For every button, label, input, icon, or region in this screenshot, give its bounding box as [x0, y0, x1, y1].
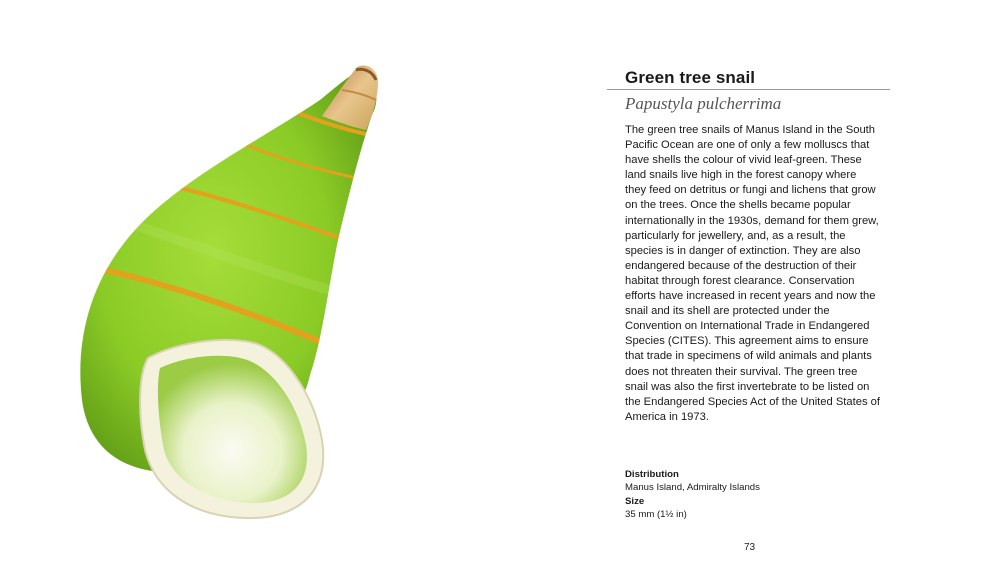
- species-description: The green tree snails of Manus Island in the South Pacific Ocean are one of only a few molluscs that have shells the colour of vivid leaf-green. These land snails live high in the forest canopy where they feed on detritus or fungi and lichens that grow on the trees. Once the shells became popular internationally in the 1930s, demand for them grew, particularly for jewellery, and, as a result, the species is in danger of extinction. They are also endangered because of the destruction of their habitat through forest clearance. Conservation efforts have increased in recent years and now the snail and its shell are protected under the Convention on International Trade in Endangered Species (CITES). This agreement aims to ensure that trade in specimens of wild animals and plants does not threaten their survival. The green tree snail was also the first invertebrate to be listed on the Endangered Species Act of the United States of America in 1973.: [625, 124, 880, 423]
- distribution-value: Manus Island, Admiralty Islands: [625, 481, 760, 493]
- snail-shell-illustration: [60, 40, 400, 540]
- distribution-label: Distribution: [625, 469, 679, 480]
- size-label: Size: [625, 496, 645, 508]
- species-common-name: Green tree snail: [625, 68, 756, 87]
- title-divider: [607, 89, 890, 90]
- size-value: 35 mm (1½ in): [625, 508, 687, 520]
- species-facts: [625, 469, 885, 521]
- page-number: 73: [744, 542, 756, 553]
- text-column: [625, 67, 895, 89]
- species-scientific-name: Papustyla pulcherrima: [625, 94, 782, 113]
